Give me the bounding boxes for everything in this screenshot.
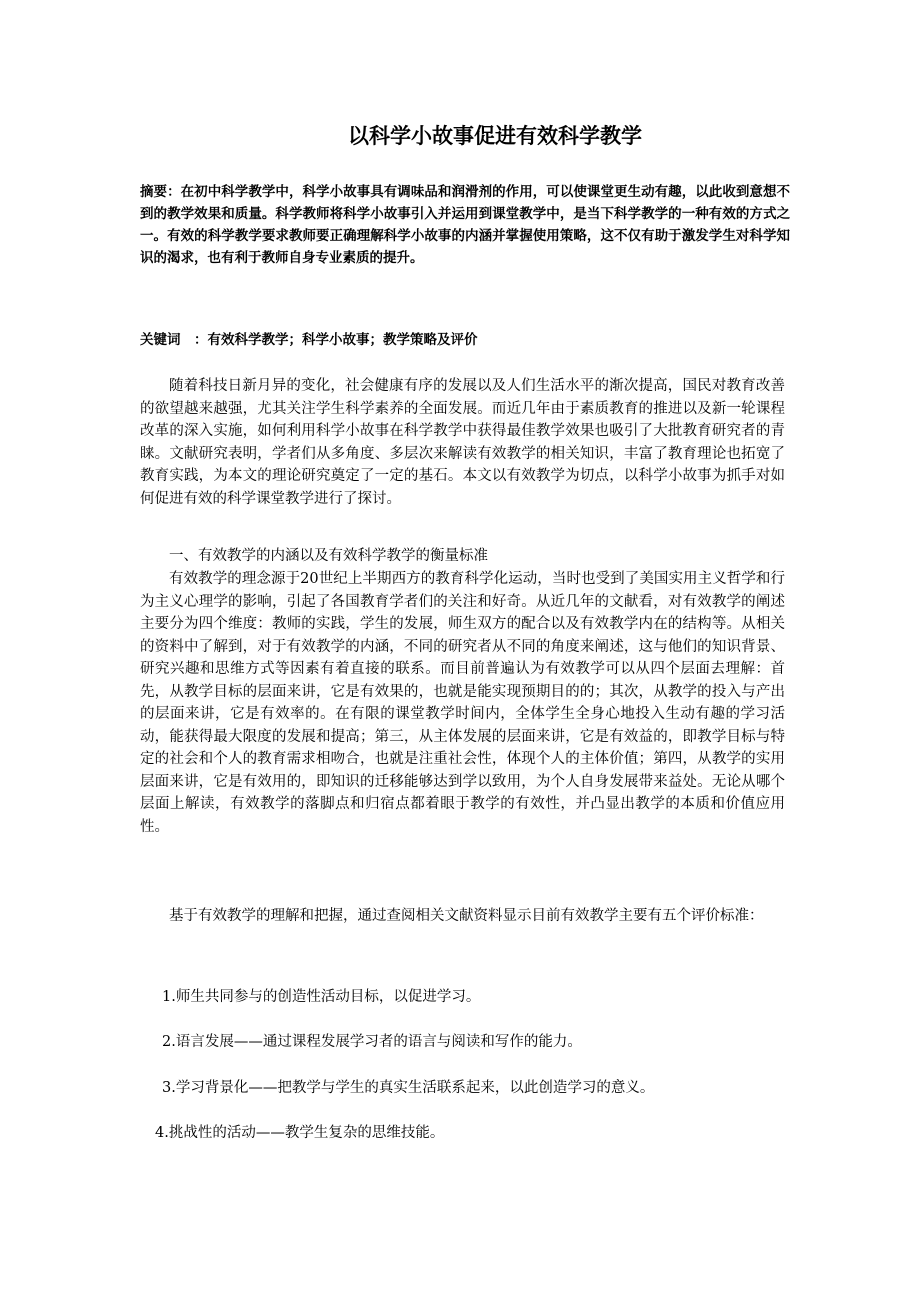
list-item: 3.学习背景化——把教学与学生的真实生活联系起来，以此创造学习的意义。 <box>162 1080 655 1096</box>
list-item: 1.师生共同参与的创造性活动目标，以促进学习。 <box>162 989 481 1005</box>
list-item: 4.挑战性的活动——教学生复杂的思维技能。 <box>155 1125 445 1141</box>
document-title: 以科学小故事促进有效科学教学 <box>348 124 642 148</box>
body-paragraph: 基于有效教学的理解和把握，通过查阅相关文献资料显示目前有效教学主要有五个评价标准： <box>169 908 764 924</box>
keywords: 关键词 ：有效科学教学；科学小故事；教学策略及评价 <box>140 332 478 348</box>
body-paragraph: 有效教学的理念源于20世纪上半期西方的教育科学化运动，当时也受到了美国实用主义哲学和行为主义心理学的影响，引起了各国教育学者们的关注和好奇。从近几年的文献看，对有效教学的阐述主要分为四个维度：教师的实践，学生的发展，师生双方的配合以及有效教学内在的结构等。从相关的资料中了解到，对于有效教学的内涵，不同的研究者从不同的角度来阐述，这与他们的知识背景、研究兴趣和思维方式等因素有着直接的联系。而目前普遍认为有效教学可以从四个层面去理解：首先，从教学目标的层面来讲，它是有效果的，也就是能实现预期目的的；其次，从教学的投入与产出的层面来讲，它是有效率的。在有限的课堂教学时间内，全体学生全身心地投入生动有趣的学习活动，能获得最大限度的发展和提高；第三，从主体发展的层面来讲，它是有效益的，即教学目标与特定的社会和个人的教育需求相吻合，也就是注重社会性，体现个人的主体价值；第四，从教学的实用层面来讲，它是有效用的，即知识的迁移能够达到学以致用，为个人自身发展带来益处。无论从哪个层面上解读，有效教学的落脚点和归宿点都着眼于教学的有效性，并凸显出教学的本质和价值应用性。 <box>140 571 785 835</box>
abstract: 摘要：在初中科学教学中，科学小故事具有调味品和润滑剂的作用，可以使课堂更生动有趣，以此收到意想不到的教学效果和质量。科学教师将科学小故事引入并运用到课堂教学中，是当下科学教学的一种有效的方式之一。有效的科学教学要求教师要正确理解科学小故事的内涵并掌握使用策略，这不仅有助于激发学生对科学知识的渴求，也有利于教师自身专业素质的提升。 <box>140 184 790 266</box>
intro-paragraph: 随着科技日新月异的变化，社会健康有序的发展以及人们生活水平的渐次提高，国民对教育改善的欲望越来越强，尤其关注学生科学素养的全面发展。而近几年由于素质教育的推进以及新一轮课程改革的深入实施，如何利用科学小故事在科学教学中获得最佳教学效果也吸引了大批教育研究者的青睐。文献研究表明，学者们从多角度、多层次来解读有效教学的相关知识，丰富了教育理论也拓宽了教育实践，为本文的理论研究奠定了一定的基石。本文以有效教学为切点，以科学小故事为抓手对如何促进有效的科学课堂教学进行了探讨。 <box>140 378 785 507</box>
section-heading: 一、有效教学的内涵以及有效科学教学的衡量标准 <box>169 548 488 564</box>
list-item: 2.语言发展——通过课程发展学习者的语言与阅读和写作的能力。 <box>162 1034 582 1050</box>
